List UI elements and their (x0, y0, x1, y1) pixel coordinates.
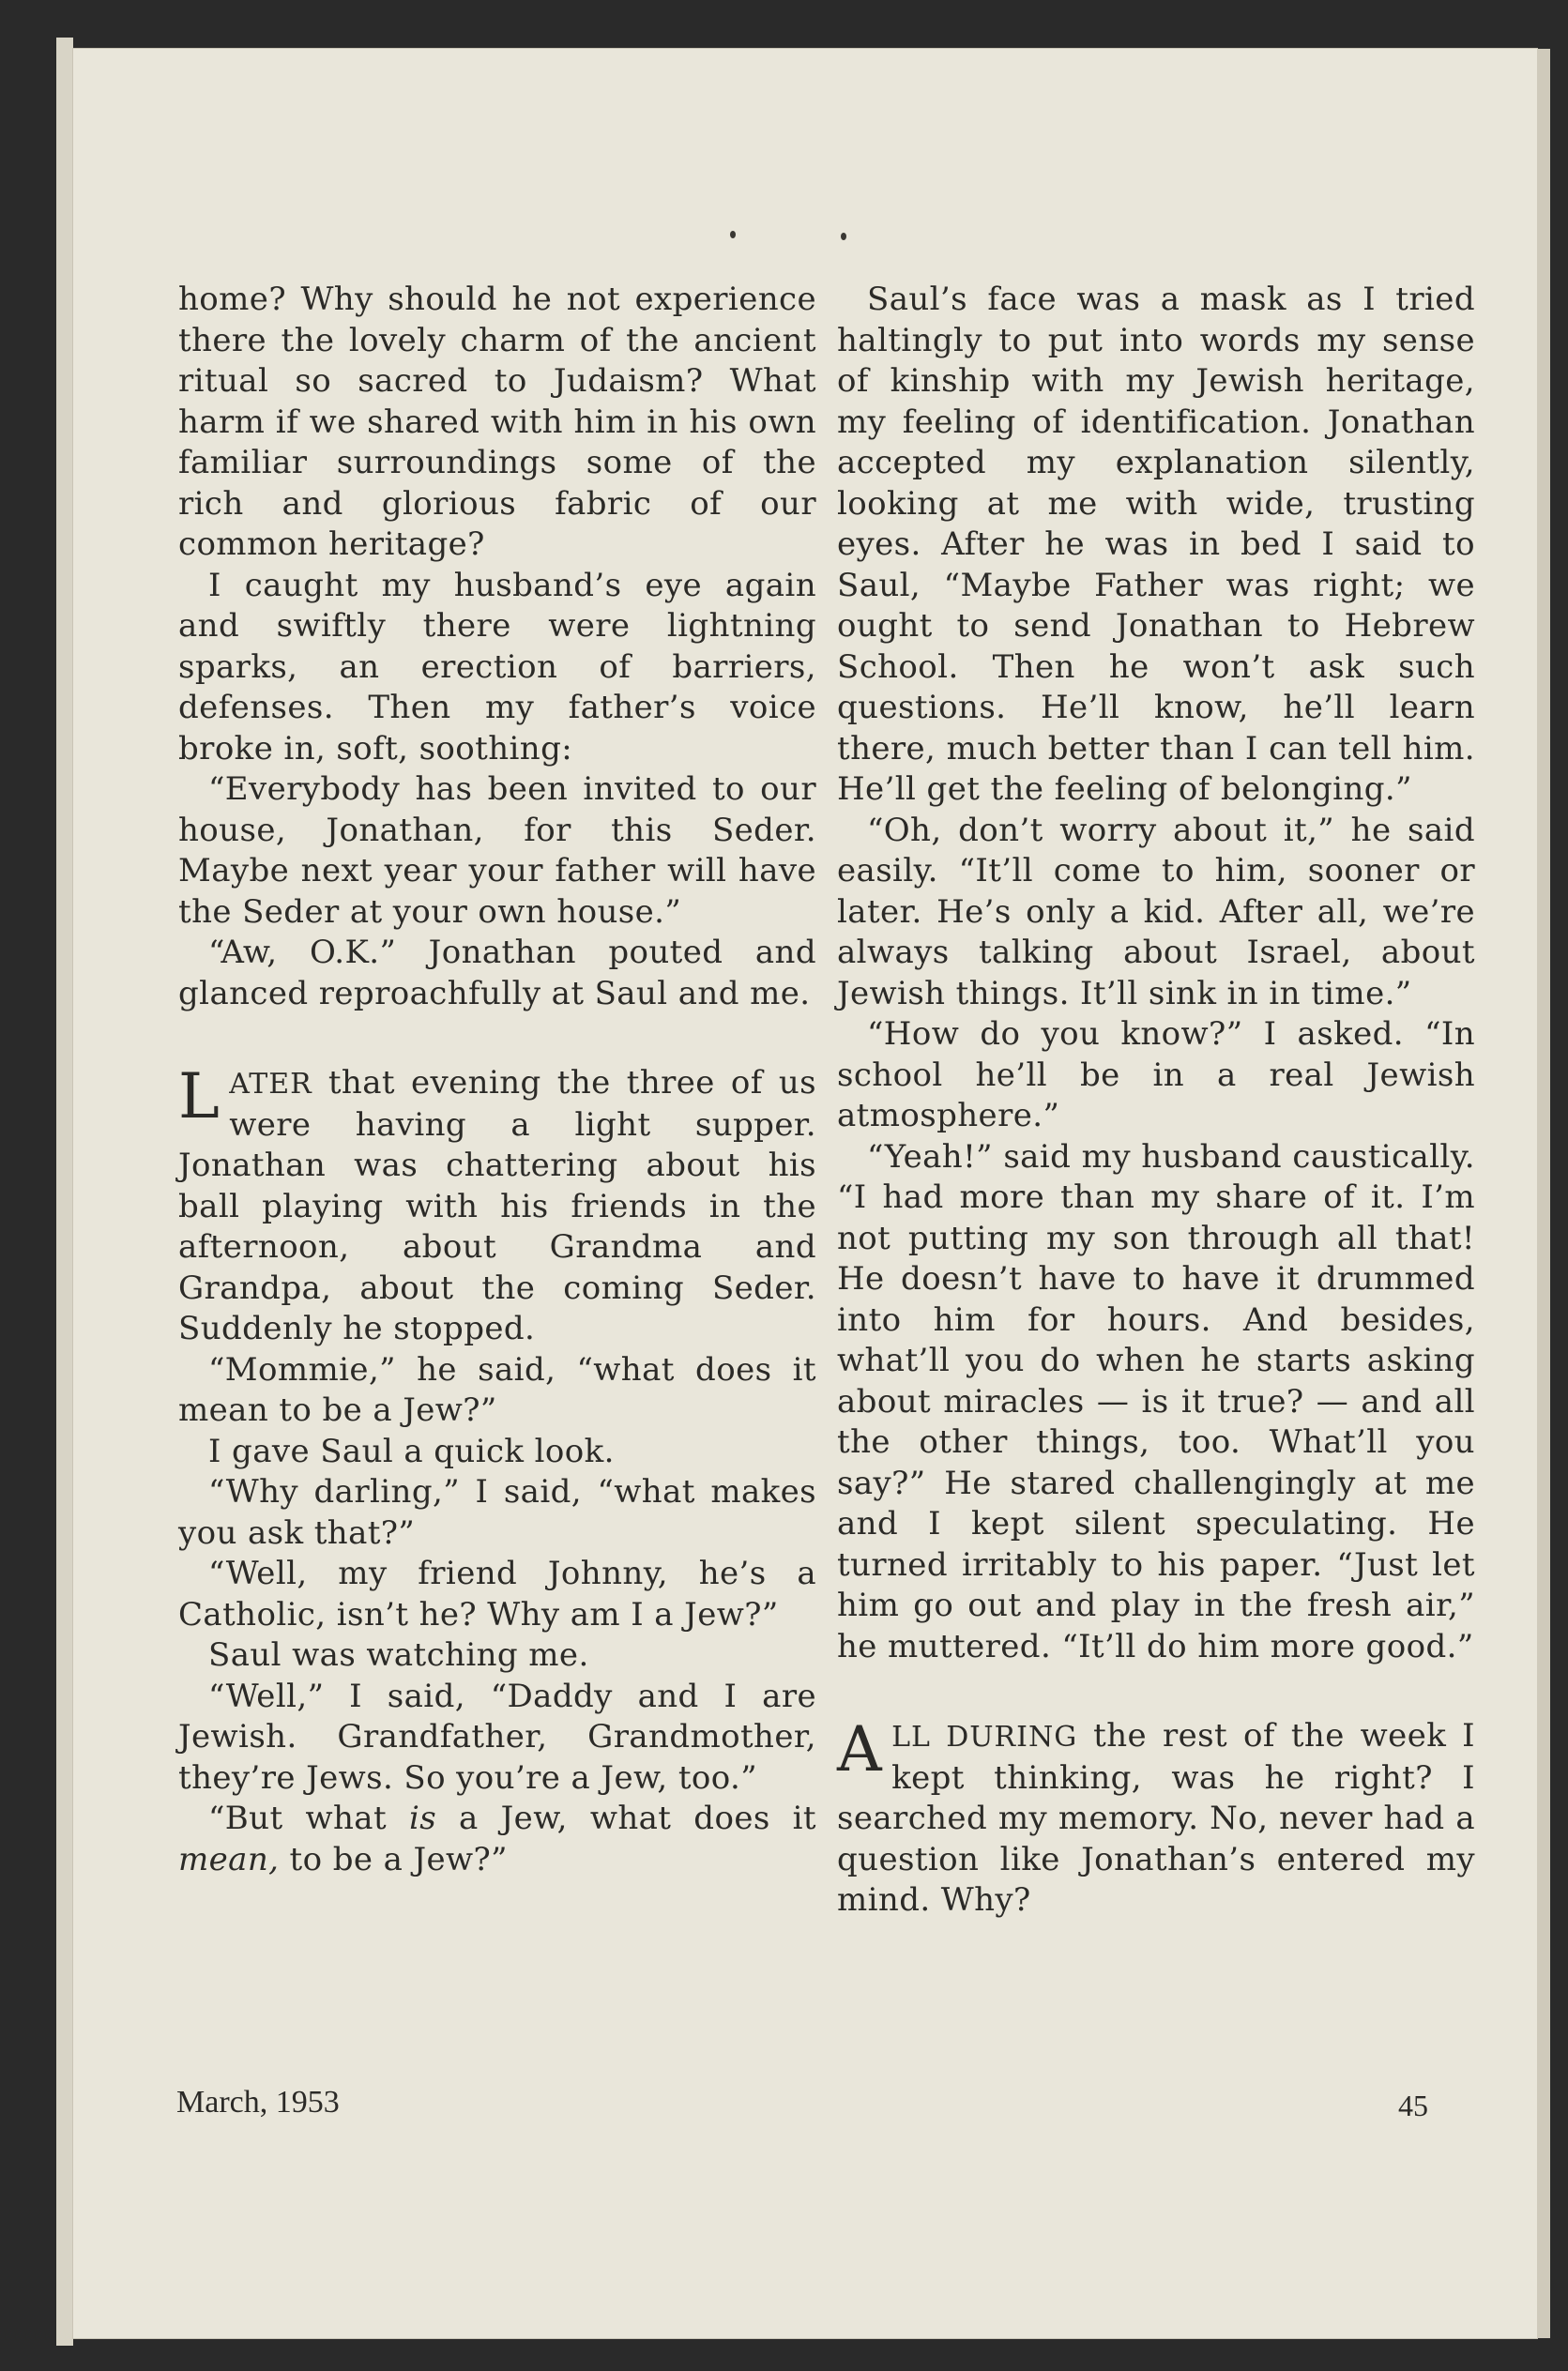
paragraph: Saul’s face was a mask as I tried haltingly to put into words my sense of kinship with my Jewish heritage, my feeling of identification. Jonathan accepted my explanation silently, looking at me with wide, trusting eyes. After he was in bed I said to Saul, “Maybe Father was right; we ought to send Jonathan to Hebrew School. Then he won’t ask such questions. He’ll know, he’ll learn there, much better than I can tell him. He’ll get the feeling of belonging.” (837, 281, 1475, 808)
section-gap (837, 1667, 1475, 1716)
text-run: to be a Jew?” (279, 1840, 508, 1878)
paragraph: “Oh, don’t worry about it,” he said easily. “It’ll come to him, sooner or later. He’s only a kid. After all, we’re always talking about Israel, about Jewish things. It’ll sink in in time.” (837, 811, 1475, 1012)
drop-cap: A (837, 1713, 883, 1786)
section-opening-paragraph (178, 1060, 816, 1350)
paragraph: home? Why should he not experience there the lovely charm of the ancient ritual so sacred to Judaism? What harm if we shared with him in his own familiar surroundings some of the rich and glorious fabric of our common heritage? (178, 281, 816, 563)
paragraph: “Aw, O.K.” Jonathan pouted and glanced reproachfully at Saul and me. (178, 934, 816, 1012)
paragraph-text: that evening the three of us were having a light supper. Jonathan was chattering about his ball playing with his friends in the afternoon, about Grandma and Grandpa, about the coming Seder. Suddenly he stopped. (178, 1064, 816, 1347)
paragraph: “Why darling,” I said, “what makes you ask that?” (178, 1473, 816, 1552)
text-run: “But what (208, 1800, 409, 1837)
paragraph: “Well,” I said, “Daddy and I are Jewish. Grandfather, Grandmother, they’re Jews. So you’re a Jew, too.” (178, 1677, 816, 1797)
section-opening-paragraph (837, 1713, 1476, 1922)
paragraph: Saul was watching me. (208, 1636, 589, 1674)
paragraph: “How do you know?” I asked. “In school he’ll be in a real Jewish atmosphere.” (837, 1015, 1475, 1134)
paragraph: “Everybody has been invited to our house, Jonathan, for this Seder. Maybe next year your father will have the Seder at your own house.” (178, 770, 816, 931)
page-dot (841, 233, 846, 240)
section-gap (178, 1014, 816, 1063)
paragraph (178, 1799, 816, 1880)
drop-cap: L (178, 1060, 221, 1132)
page-stack-edge (1537, 49, 1550, 2338)
paragraph: “Well, my friend Johnny, he’s a Catholic, isn’t he? Why am I a Jew?” (178, 1555, 816, 1634)
text-run: a Jew, what does it (436, 1800, 816, 1837)
page-dot (730, 231, 736, 238)
page-number: 45 (1398, 2089, 1428, 2122)
right-column (837, 280, 1475, 1922)
left-column (178, 280, 816, 1880)
paragraph: I caught my husband’s eye again and swiftly there were lightning sparks, an erection of barriers, defenses. Then my father’s voice broke in, soft, soothing: (178, 566, 816, 768)
small-caps-lead: ATER (229, 1068, 312, 1101)
binding-edge (56, 38, 73, 2346)
italic-run: mean, (178, 1840, 280, 1878)
paragraph: “Yeah!” said my husband caustically. “I had more than my share of it. I’m not putting my son through all that! He doesn’t have to have it drummed into him for hours. And besides, what’ll you do when he starts asking about miracles — is it true? — and all the other things, too. What’ll you say?” He stared challengingly at me and I kept silent speculating. He turned irritably to his paper. “Just let him go out and play in the fresh air,” he muttered. “It’ll do him more good.” (837, 1137, 1475, 1665)
paragraph: I gave Saul a quick look. (208, 1432, 615, 1470)
paragraph: “Mommie,” he said, “what does it mean to be a Jew?” (178, 1350, 816, 1429)
italic-run: is (408, 1800, 437, 1837)
issue-date: March, 1953 (176, 2085, 340, 2120)
paragraph-text: the rest of the week I kept thinking, was he right? I searched my memory. No, never had a question like Jonathan’s entered my mind. Why? (837, 1717, 1476, 1919)
small-caps-lead: LL DURING (891, 1721, 1078, 1754)
